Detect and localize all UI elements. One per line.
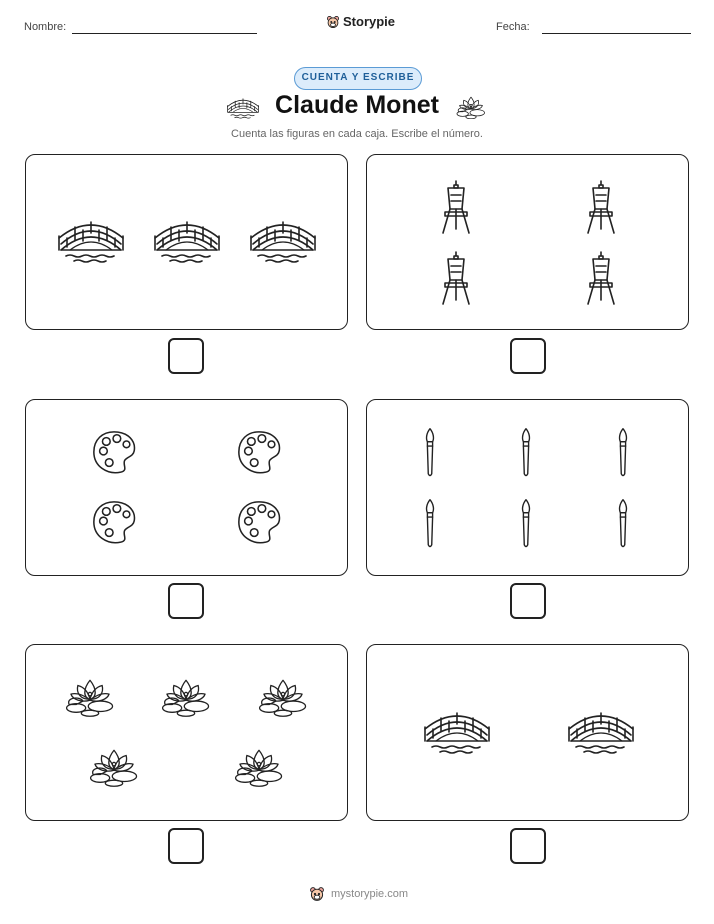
- counting-box-3: [25, 399, 348, 576]
- water-lily-icon: [160, 673, 212, 717]
- bridge-icon: [152, 214, 222, 264]
- paintbrush-icon: [517, 427, 535, 479]
- footer-url[interactable]: mystorypie.com: [331, 888, 409, 900]
- answer-box-2[interactable]: [510, 338, 546, 374]
- answer-box-5[interactable]: [168, 828, 204, 864]
- easel-icon: [583, 179, 619, 235]
- bridge-icon: [422, 705, 492, 755]
- bear-logo-icon: [309, 886, 325, 902]
- page-title: Claude Monet: [275, 91, 439, 119]
- bridge-icon: [226, 94, 260, 120]
- name-label: Nombre:: [24, 21, 67, 33]
- palette-icon: [90, 498, 138, 546]
- paintbrush-icon: [614, 427, 632, 479]
- paintbrush-icon: [614, 498, 632, 550]
- answer-box-1[interactable]: [168, 338, 204, 374]
- water-lily-icon: [233, 743, 285, 787]
- palette-icon: [235, 428, 283, 476]
- answer-box-6[interactable]: [510, 828, 546, 864]
- name-field[interactable]: [72, 33, 257, 34]
- date-field[interactable]: [542, 33, 691, 34]
- paintbrush-icon: [517, 498, 535, 550]
- counting-box-1: [25, 154, 348, 330]
- palette-icon: [90, 428, 138, 476]
- footer: [309, 886, 408, 902]
- counting-box-5: [25, 644, 348, 821]
- brand-name: Storypie: [343, 14, 396, 29]
- easel-icon: [438, 250, 474, 306]
- answer-box-3[interactable]: [168, 583, 204, 619]
- bear-logo-icon: [326, 15, 340, 29]
- paintbrush-icon: [421, 427, 439, 479]
- bridge-icon: [566, 705, 636, 755]
- bridge-icon: [248, 214, 318, 264]
- activity-badge: CUENTA Y ESCRIBE: [294, 67, 422, 90]
- palette-icon: [235, 498, 283, 546]
- bridge-icon: [56, 214, 126, 264]
- brand-logo: [326, 14, 395, 29]
- water-lily-icon: [88, 743, 140, 787]
- counting-box-6: [366, 644, 689, 821]
- answer-box-4[interactable]: [510, 583, 546, 619]
- counting-box-4: [366, 399, 689, 576]
- water-lily-icon: [455, 93, 487, 119]
- date-label: Fecha:: [496, 21, 530, 33]
- water-lily-icon: [257, 673, 309, 717]
- easel-icon: [438, 179, 474, 235]
- instructions: Cuenta las figuras en cada caja. Escribe el número.: [231, 128, 483, 140]
- paintbrush-icon: [421, 498, 439, 550]
- counting-box-2: [366, 154, 689, 330]
- water-lily-icon: [64, 673, 116, 717]
- easel-icon: [583, 250, 619, 306]
